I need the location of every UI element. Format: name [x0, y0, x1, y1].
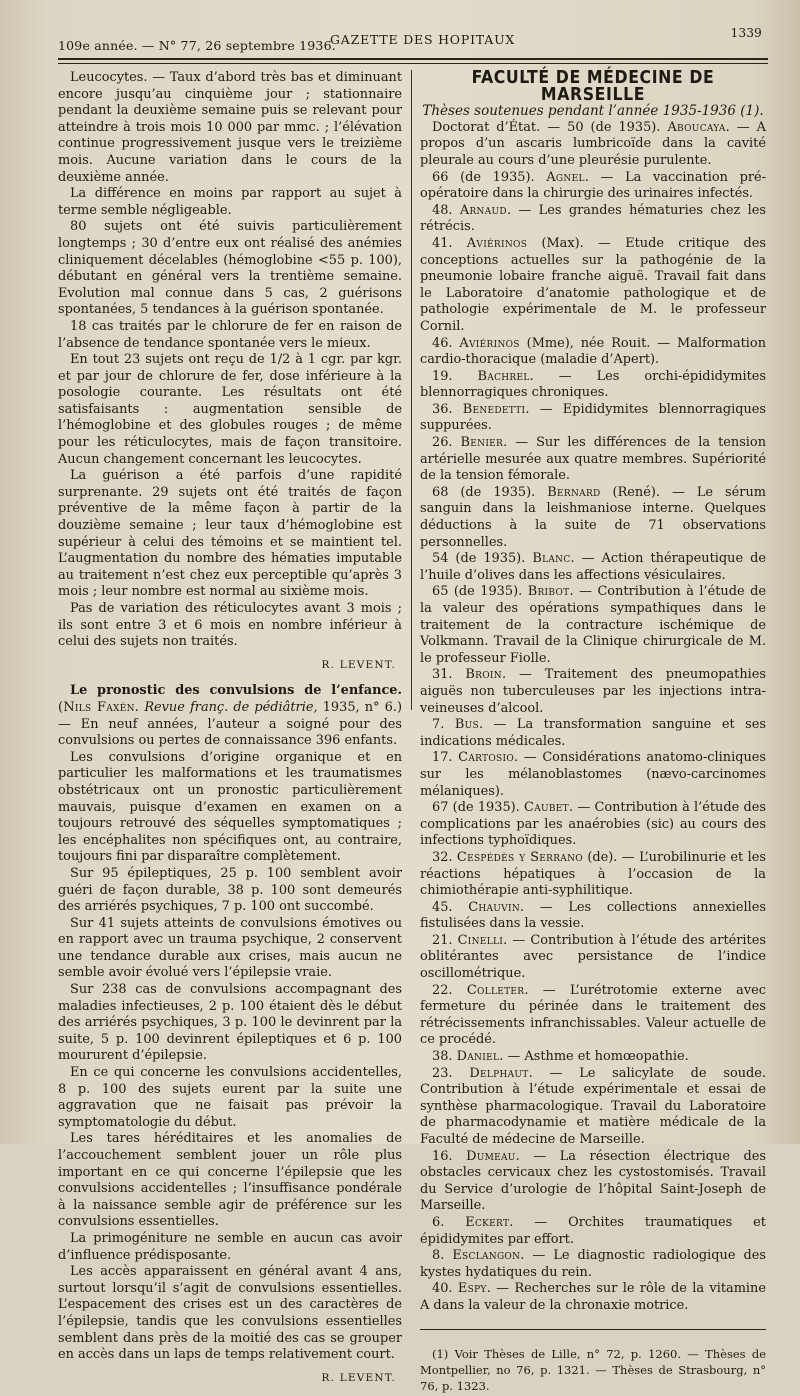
thesis-title: . — Traitement des pneumopathies aiguës non tuberculeuses par les injections intra-veineuses d’alcool.: [420, 667, 766, 716]
thesis-title: . — Action thérapeutique de l’huile d’olives dans les affections vésiculaires.: [420, 551, 766, 583]
thesis-author: Broin: [465, 667, 502, 683]
thesis-number: 54 (de 1935).: [432, 551, 533, 567]
paragraph: La primogéniture ne semble en aucun cas avoir d’influence prédisposante.: [58, 1230, 402, 1263]
thesis-title: . — A propos d’un ascaris lumbricoïde dans la cavité pleurale au cours d’une pleurésie purulente.: [420, 119, 766, 168]
paragraph: En ce qui concerne les convulsions accidentelles, 8 p. 100 des sujets eurent par la suite une aggravation que ne faisait pas prévoir la symptomatologie du début.: [58, 1065, 402, 1130]
thesis-title: (de). — L’urobilinurie et les réactions hépatiques à l’occasion de la chimiothérapie anti-syphilitique.: [420, 849, 766, 899]
article-intro: 1935, n° 6.) — En neuf années, l’auteur a soigné pour des convulsions ou pertes de connaissance 396 enfants.: [58, 699, 402, 749]
thesis-number: 22.: [432, 982, 467, 998]
paragraph: Sur 41 sujets atteints de convulsions émotives ou en rapport avec un trauma psychique, 2 conservent une tendance durable aux crises, mais aucun ne semble avoir évolué vers l’épilepsie vraie.: [58, 915, 402, 981]
thesis-number: 17.: [432, 750, 459, 766]
thesis-title: . — Orchites traumatiques et épididymites par effort.: [420, 1214, 766, 1247]
thesis-entry: [420, 1281, 766, 1314]
thesis-entry: [420, 203, 766, 236]
thesis-title: . — Les collections annexielles fistulisées dans la vessie.: [420, 899, 766, 932]
thesis-title: . — Contribution à l’étude des artérites oblitérantes avec persistance de l’indice oscillométrique.: [420, 932, 766, 982]
thesis-title: . — Le salicylate de soude. Contribution à l’étude expérimentale et essai de synthèse pharmacologique. Travail du Laboratoire de pharmacodynamie et matière médicale de la Faculté de médecine de Marseille.: [420, 1065, 766, 1147]
paragraph: Les tares héréditaires et les anomalies de l’accouchement semblent jouer un rôle plus important en ce qui concerne l’épilepsie que les convulsions accidentelles ; l’insuffisance pondérale à la naissance semble agir de préférence sur les convulsions essentielles.: [58, 1131, 402, 1230]
thesis-title: . — L’urétrotomie externe avec fermeture du périnée dans le traitement des rétrécissements infranchissables. Valeur actuelle de ce procédé.: [420, 982, 766, 1048]
thesis-entry: [420, 1066, 766, 1149]
thesis-entry: [420, 1149, 766, 1215]
thesis-entry: [420, 667, 766, 717]
thesis-title: . — Les orchi-épididymites blennorragiques chroniques.: [420, 368, 766, 401]
thesis-author: Aviérinos: [466, 235, 528, 251]
thesis-number: 38.: [432, 1049, 457, 1065]
thesis-number: 48.: [432, 202, 460, 218]
thesis-author: Delphaut: [469, 1065, 529, 1081]
paragraph: Les convulsions d’origine organique et en particulier les malformations et les traumatismes obstétricaux ont un pronostic particulièrement mauvais, puisque d’examen en examen on a toujours retrouvé des séquelles symptomatiques ; les encéphalites non spécifiques ont, au contraire, toujours fini par disparaître complètement.: [58, 749, 402, 865]
thesis-author: Bachrel: [477, 368, 530, 384]
journal-title: GAZETTE DES HOPITAUX: [330, 32, 516, 47]
thesis-author: Cespédès y Serrano: [456, 849, 583, 865]
left-column: [58, 70, 402, 1396]
footnote-rule: [420, 1329, 766, 1330]
thesis-author: Dumeau: [466, 1148, 516, 1164]
paragraph: Sur 238 cas de convulsions accompagnant des maladies infectieuses, 2 p. 100 étaient dès le début des arriérés psychiques, 3 p. 100 le devinrent par la suite, 5 p. 100 devinrent épileptiques et 6 p. 100 moururent d’épilepsie.: [58, 982, 402, 1064]
thesis-title: . — Considérations anatomo-cliniques sur les mélanoblastomes (nævo-carcinomes mélaniques).: [420, 750, 766, 799]
thesis-author: Benier: [460, 435, 504, 451]
signature: R. LEVENT.: [321, 658, 396, 671]
thesis-number: 46.: [432, 335, 460, 351]
thesis-number: 8.: [432, 1248, 453, 1264]
paragraph: 80 sujets ont été suivis particulièrement longtemps ; 30 d’entre eux ont réalisé des anémies cliniquement décelables (hémoglobine <55 p. 100), débutant en général vers la trentième semaine. Evolution mal connue dans 5 cas, 2 guérisons spontanées, 5 tendances à la guérison spontanée.: [58, 219, 402, 318]
thesis-author: Arnaud: [459, 202, 507, 218]
thesis-entry: [420, 900, 766, 933]
thesis-entry: [420, 236, 766, 336]
thesis-author: Chauvin: [468, 899, 521, 915]
page-number: 1339: [730, 26, 762, 40]
thesis-number: 36.: [432, 401, 463, 417]
thesis-number: 31.: [432, 667, 466, 683]
paragraph: La différence en moins par rapport au sujet à terme semble négligeable.: [58, 186, 402, 218]
thesis-title: . — Asthme et homœopathie.: [499, 1049, 689, 1065]
thesis-title: . — Contribution à l’étude de la valeur des opérations sympathiques dans le traitement de la contracture ischémique de Volkmann. Travail de la Clinique chirurgicale de M. le professeur Fiolle.: [420, 584, 766, 666]
thesis-title: . — La vaccination pré-opératoire dans la chirurgie des urinaires infectés.: [420, 169, 766, 202]
article-title: Le pronostic des convulsions de l’enfance.: [70, 683, 402, 699]
thesis-entry: [420, 435, 766, 485]
thesis-title: . — Contribution à l’étude des complications par les anaérobies (sic) au cours des infections typhoïdiques.: [420, 800, 766, 849]
thesis-number: 66 (de 1935).: [432, 169, 547, 185]
paragraph: 18 cas traités par le chlorure de fer en raison de l’absence de tendance spontanée vers le mieux.: [58, 318, 402, 351]
thesis-entry: [420, 717, 766, 750]
thesis-number: 7.: [432, 717, 455, 733]
thesis-number: 19.: [432, 368, 478, 384]
thesis-author: Daniel: [456, 1049, 500, 1065]
thesis-title: . — La résection électrique des obstacles cervicaux chez les cystostomisés. Travail du Service d’urologie de l’hôpital Saint-Joseph de Marseille.: [420, 1148, 766, 1214]
section-subtitle: Thèses soutenues pendant l’année 1935-1936 (1).: [422, 103, 764, 120]
thesis-author: Espy: [457, 1281, 487, 1297]
thesis-author: Benedetti: [462, 401, 526, 417]
header-rule-thin: [58, 63, 768, 64]
thesis-entry: [420, 800, 766, 850]
thesis-entry: [420, 584, 766, 667]
thesis-author: Cartosio: [458, 750, 515, 766]
paragraph: En tout 23 sujets ont reçu de 1/2 à 1 cgr. par kgr. et par jour de chlorure de fer, dose inférieure à la posologie courante. Les résultats ont été satisfaisants : augmentation sensible de l’hémoglobine et des globules rouges ; de même pour les réticulocytes, mais de façon transitoire. Aucun changement concernant les leucocytes.: [58, 352, 402, 467]
article-author: (Nils Faxén.: [58, 699, 140, 715]
thesis-author: Aboucaya: [667, 119, 726, 135]
thesis-author: Esclangon: [452, 1248, 521, 1264]
paragraph: Pas de variation des réticulocytes avant 3 mois ; ils sont entre 3 et 6 mois en nombre inférieur à celui des sujets non traités.: [58, 601, 402, 650]
thesis-number: 32.: [432, 849, 457, 865]
thesis-author: Aviérinos: [459, 335, 520, 351]
thesis-author: Bernard: [547, 484, 601, 500]
thesis-title: . — Epididymites blennorragiques suppurées.: [420, 401, 766, 434]
thesis-title: . — Recherches sur le rôle de la vitamine A dans la valeur de la chronaxie motrice.: [420, 1281, 766, 1313]
thesis-entry: [420, 983, 766, 1049]
thesis-entry: [420, 485, 766, 551]
thesis-author: Cinelli: [457, 932, 504, 948]
thesis-entry: [420, 750, 766, 800]
article-source: Revue franç. de pédiâtrie,: [144, 699, 318, 715]
thesis-number: Doctorat d’État. — 50 (de 1935).: [432, 119, 668, 135]
thesis-author: Bribot: [527, 584, 570, 600]
page-header: [58, 28, 768, 56]
thesis-entry: [420, 170, 766, 203]
thesis-entry: [420, 120, 766, 170]
thesis-list: [420, 120, 766, 1315]
thesis-title: (René). — Le sérum sanguin dans la leishmaniose interne. Quelques déductions à la suite de 71 observations personnelles.: [420, 484, 766, 550]
thesis-number: 65 (de 1935).: [432, 584, 528, 600]
thesis-entry: [420, 551, 766, 584]
thesis-number: 26.: [432, 435, 461, 451]
thesis-title: . — Les grandes hématuries chez les rétrécis.: [420, 202, 766, 235]
paragraph: Sur 95 épileptiques, 25 p. 100 semblent avoir guéri de façon durable, 38 p. 100 sont demeurés des arriérés psychiques, 7 p. 100 ont succombé.: [58, 865, 402, 915]
paragraph: Les accès apparaissent en général avant 4 ans, surtout lorsqu’il s’agit de convulsions essentielles. L’espacement des crises est un des caractères de l’épilepsie, tandis que les convulsions essentielles semblent dans près de la moitié des cas se grouper en accès dans un laps de temps relativement court.: [58, 1264, 402, 1363]
thesis-entry: [420, 402, 766, 435]
article-heading: [58, 683, 402, 749]
thesis-entry: [420, 369, 766, 402]
signature: R. LEVENT.: [321, 1371, 396, 1384]
thesis-title: (Max). — Etude critique des conceptions actuelles sur la pathogénie de la pneumonie lobaire franche aiguë. Travail fait dans le Laboratoire d’anatomie pathologique et de pathologie expérimentale de M. le professeur Cornil.: [420, 235, 766, 334]
paragraph: La guérison a été parfois d’une rapidité surprenante. 29 sujets ont été traités de façon préventive de la même façon à partir de la douzième semaine ; leur taux d’hémoglobine est supérieur à celui des témoins et se maintient tel. L’augmentation du nombre des hématies imputable au traitement n’est chez eux perceptible qu’après 3 mois ; leur nombre est normal au sixième mois.: [58, 468, 402, 600]
thesis-entry: [420, 850, 766, 900]
section-title: FACULTÉ DE MÉDECINE DE MARSEILLE: [471, 68, 715, 105]
thesis-entry: [420, 1215, 766, 1248]
thesis-number: 21.: [432, 932, 458, 948]
issue-info: 109e année. — N° 77, 26 septembre 1936.: [58, 38, 336, 53]
thesis-number: 23.: [432, 1065, 470, 1081]
thesis-title: (Mme), née Rouit. — Malformation cardio-thoracique (maladie d’Apert).: [420, 335, 766, 368]
thesis-number: 67 (de 1935).: [432, 800, 525, 816]
thesis-number: 40.: [432, 1281, 458, 1297]
thesis-number: 41.: [432, 235, 467, 251]
thesis-number: 16.: [432, 1148, 467, 1164]
header-rule: [58, 58, 768, 60]
thesis-number: 6.: [432, 1214, 466, 1230]
thesis-entry: [420, 933, 766, 983]
thesis-title: . — Le diagnostic radiologique des kystes hydatiques du rein.: [420, 1248, 766, 1280]
thesis-author: Eckert: [465, 1214, 510, 1230]
footnote: (1) Voir Thèses de Lille, n° 72, p. 1260. — Thèses de Montpellier, no 76, p. 1321. — Thèses de Strasbourg, n° 76, p. 1323.: [420, 1346, 766, 1393]
thesis-title: . — Sur les différences de la tension artérielle mesurée aux quatre membres. Supériorité de la tension fémorale.: [420, 435, 766, 484]
column-divider: [411, 70, 412, 710]
thesis-title: . — La transformation sanguine et ses indications médicales.: [420, 717, 766, 749]
thesis-author: Agnel: [546, 169, 585, 185]
thesis-entry: [420, 1248, 766, 1281]
right-column: [420, 70, 766, 1394]
thesis-author: Bus: [454, 717, 479, 733]
thesis-author: Caubet: [524, 800, 569, 816]
thesis-entry: [420, 1049, 766, 1066]
thesis-author: Colleter: [466, 982, 525, 998]
paragraph: Leucocytes. — Taux d’abord très bas et diminuant encore jusqu’au cinquième jour ; stationnaire pendant la deuxième semaine puis se relevant pour atteindre à trois mois 10 000 par mmc. ; l’élévation continue progressivement jusque vers le treizième mois. Aucune variation dans le cours de la deuxième année.: [58, 70, 402, 185]
thesis-number: 68 (de 1935).: [432, 484, 548, 500]
thesis-number: 45.: [432, 899, 469, 915]
thesis-author: Blanc: [532, 551, 571, 567]
thesis-entry: [420, 336, 766, 369]
